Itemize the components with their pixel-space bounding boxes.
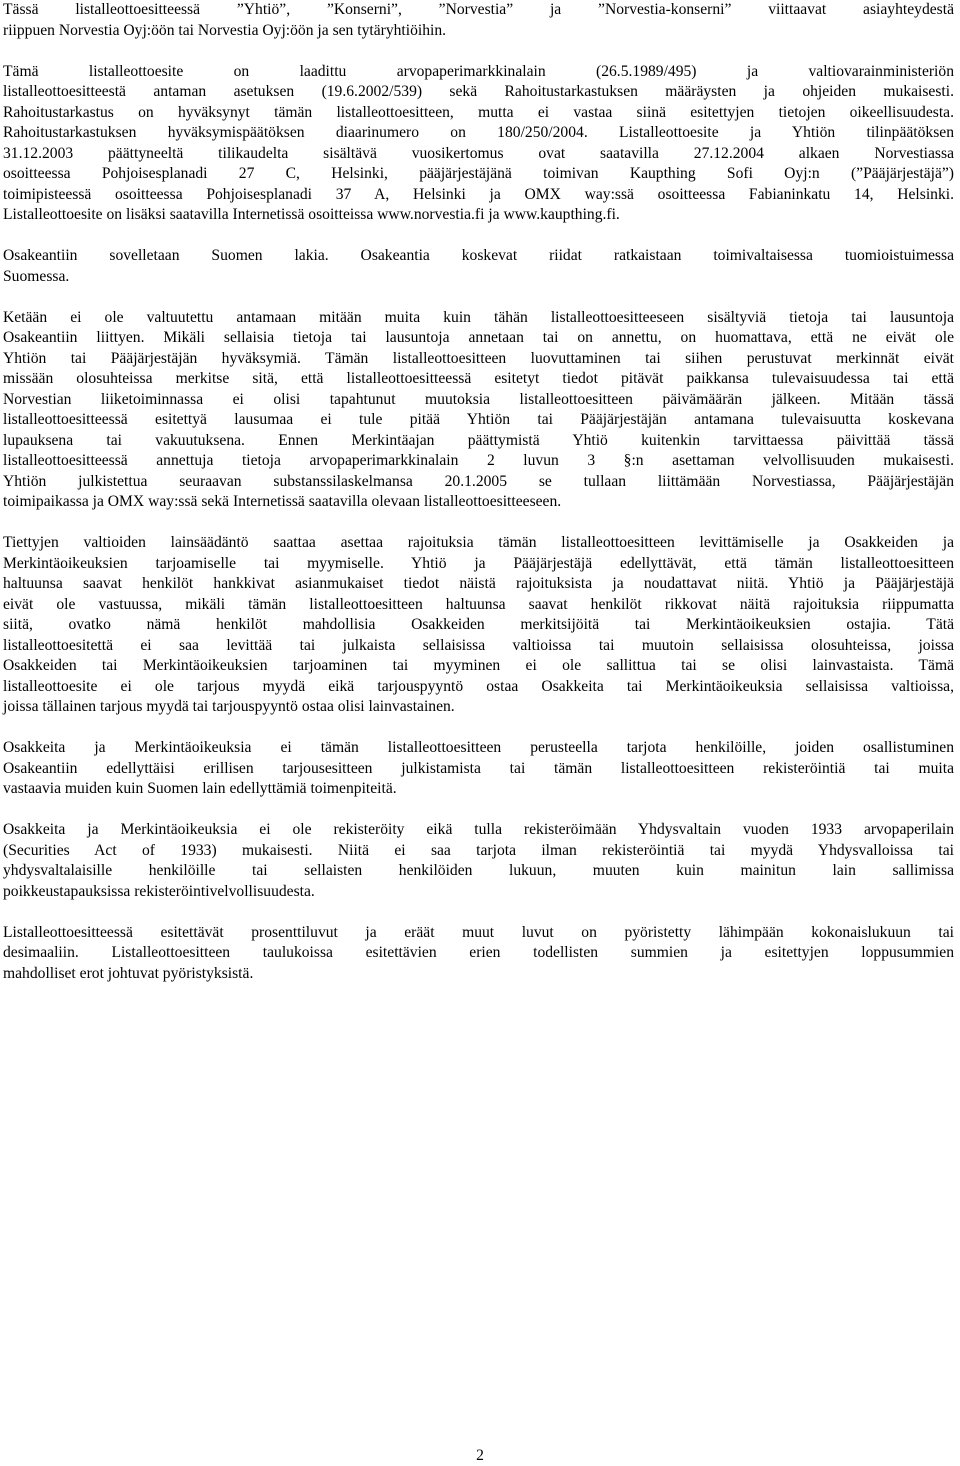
document-page [3, 0, 954, 1005]
paragraph [3, 308, 954, 513]
paragraph [3, 820, 954, 902]
text-line: Osakeantiin sovelletaan Suomen lakia. Osakeantia koskevat riidat ratkaistaan toimivaltaisessa tuomioistuimessa [3, 247, 954, 264]
text-line: Ketään ei ole valtuutettu antamaan mitään muita kuin tähän listalleottoesitteeseen sisältyviä tietoja tai lausuntoja [3, 308, 954, 326]
text-line: Norvestian liiketoiminnassa ei olisi tapahtunut muutoksia listalleottoesitteen päivämäärän jälkeen. Mitään tässä [3, 390, 954, 408]
text-line: Listalleottoesitteessä esitettävät prosenttiluvut ja eräät muut luvut on pyöristetty lähimpään kokonaislukuun tai [3, 923, 954, 941]
page-number: 2 [476, 1447, 484, 1464]
text-line: Rahoitustarkastuksen hyväksymispäätöksen diaarinumero on 180/250/2004. Listalleottoesite ja Yhtiön tilinpäätöksen [3, 124, 954, 141]
paragraph [3, 0, 954, 41]
text-line: poikkeustapauksissa rekisteröintivelvollisuudesta. [3, 882, 315, 900]
document-body [3, 0, 954, 984]
text-line: 31.12.2003 päättyneeltä tilikaudelta sisältävä vuosikertomus ovat saatavilla 27.12.2004 alkaen Norvestiassa [3, 144, 954, 162]
text-line: listalleottoesitteessä annettuja tietoja arvopaperimarkkinalain 2 luvun 3 §:n asettaman velvollisuuden mukaisesti. [3, 452, 954, 469]
text-line: Osakeantiin edellyttäisi erillisen tarjousesitteen julkistamista tai tämän listalleottoesitteen rekisteröintiä tai muita [3, 759, 954, 777]
text-line: listalleottoesitettä ei saa levittää tai julkaista sellaisissa valtioissa tai muutoin sellaisissa olosuhteissa, joissa [3, 636, 954, 654]
text-line: Yhtiön tai Pääjärjestäjän hyväksymiä. Tämän listalleottoesitteen luovuttaminen tai siihen perustuvat merkinnät eivät [3, 349, 954, 367]
text-line: Listalleottoesite on lisäksi saatavilla Internetissä osoitteissa www.norvestia.fi ja www.kaupthing.fi. [3, 206, 620, 223]
text-line: mahdolliset erot johtuvat pyöristyksistä. [3, 964, 254, 982]
text-line: riippuen Norvestia Oyj:öön tai Norvestia Oyj:öön ja sen tytäryhtiöihin. [3, 21, 447, 39]
text-line: lupauksena tai vakuutuksena. Ennen Merkintäajan päättymistä Yhtiö kuitenkin tarvittaessa päivittää tässä [3, 431, 954, 449]
text-line: Merkintäoikeuksien tarjoamiselle tai myymiselle. Yhtiö ja Pääjärjestäjä edellyttävät, että tämän listalleottoesitteen [3, 554, 954, 572]
text-line: eivät ole vastuussa, mikäli tämän listalleottoesitteen haltuunsa saavat henkilöt rikkovat näitä rajoituksia riippumatta [3, 595, 954, 613]
paragraph [3, 738, 954, 800]
text-line: toimipisteessä osoitteessa Pohjoisesplanadi 37 A, Helsinki ja OMX way:ssä osoitteessa Fabianinkatu 14, Helsinki. [3, 185, 954, 203]
text-line: Suomessa. [3, 267, 70, 285]
text-line: yhdysvaltalaisille henkilöille tai sellaisten henkilöiden lukuun, muuten kuin mainitun lain sallimissa [3, 862, 954, 879]
text-line: Yhtiön julkistettua seuraavan substanssilaskelmansa 20.1.2005 se tullaan liittämään Norvestiassa, Pääjärjestäjän [3, 472, 954, 490]
paragraph [3, 62, 954, 226]
text-line: listalleottoesitteessä esitettyä lausumaa ei tule pitää Yhtiön tai Pääjärjestäjän antamana tulevaisuutta koskevana [3, 411, 954, 428]
paragraph [3, 923, 954, 985]
text-line: toimipaikassa ja OMX way:ssä sekä Internetissä saatavilla olevaan listalleottoesitteeseen. [3, 493, 562, 510]
text-line: Tiettyjen valtioiden lainsäädäntö saattaa asettaa rajoituksia tämän listalleottoesitteen levittämiselle ja Osakkeiden ja [3, 534, 954, 551]
text-line: Tämä listalleottoesite on laadittu arvopaperimarkkinalain (26.5.1989/495) ja valtiovarainministeriön [3, 62, 954, 80]
text-line: Tässä listalleottoesitteessä ”Yhtiö”, ”Konserni”, ”Norvestia” ja ”Norvestia-konserni” viittaavat asiayhteydestä [3, 1, 954, 18]
text-line: (Securities Act of 1933) mukaisesti. Niitä ei saa tarjota ilman rekisteröintiä tai myydä Yhdysvalloissa tai [3, 841, 954, 859]
text-line: listalleottoesite ei ole tarjous myydä eikä tarjouspyyntö ostaa Osakkeita tai Merkintäoikeuksia sellaisissa valtioissa, [3, 677, 954, 695]
text-line: Osakkeiden tai Merkintäoikeuksien tarjoaminen tai myyminen ei ole sallittua tai se olisi lainvastaista. Tämä [3, 657, 954, 674]
text-line: desimaaliin. Listalleottoesitteen taulukoissa esitettävien erien todellisten summien ja esitettyjen loppusummien [3, 944, 954, 961]
text-line: Rahoitustarkastus on hyväksynyt tämän listalleottoesitteen, mutta ei vastaa siinä esitettyjen tietojen oikeellisuudesta. [3, 103, 954, 121]
text-line: joissa tällainen tarjous myydä tai tarjouspyyntö ostaa olisi lainvastainen. [3, 698, 455, 715]
paragraph [3, 533, 954, 718]
text-line: Osakkeita ja Merkintäoikeuksia ei tämän listalleottoesitteen perusteella tarjota henkilöille, joiden osallistuminen [3, 739, 954, 756]
text-line: haltuunsa saavat henkilöt hankkivat asianmukaiset tiedot näistä rajoituksista ja noudattavat niitä. Yhtiö ja Pääjärjestäjä [3, 575, 954, 592]
text-line: siitä, ovatko nämä henkilöt mahdollisia Osakkeiden merkitsijöitä tai Merkintäoikeuksien ostajia. Tätä [3, 616, 954, 633]
text-line: Osakeantiin liittyen. Mikäli sellaisia tietoja tai lausuntoja annetaan tai on annettu, on huomattava, että ne eivät ole [3, 329, 954, 346]
paragraph [3, 246, 954, 287]
text-line: listalleottoesitteestä antaman asetuksen (19.6.2002/539) sekä Rahoitustarkastuksen määräysten ja ohjeiden mukaisesti. [3, 83, 954, 100]
text-line: vastaavia muiden kuin Suomen lain edellyttämiä toimenpiteitä. [3, 780, 397, 797]
text-line: Osakkeita ja Merkintäoikeuksia ei ole rekisteröity eikä tulla rekisteröimään Yhdysvaltain vuoden 1933 arvopaperilain [3, 821, 954, 838]
text-line: missään olosuhteissa merkitse sitä, että listalleottoesitteessä esitetyt tiedot pitävät paikkansa tulevaisuudessa tai että [3, 370, 954, 387]
text-line: osoitteessa Pohjoisesplanadi 27 C, Helsinki, pääjärjestäjänä toimivan Kaupthing Sofi Oyj:n (”Pääjärjestäjä”) [3, 165, 954, 182]
